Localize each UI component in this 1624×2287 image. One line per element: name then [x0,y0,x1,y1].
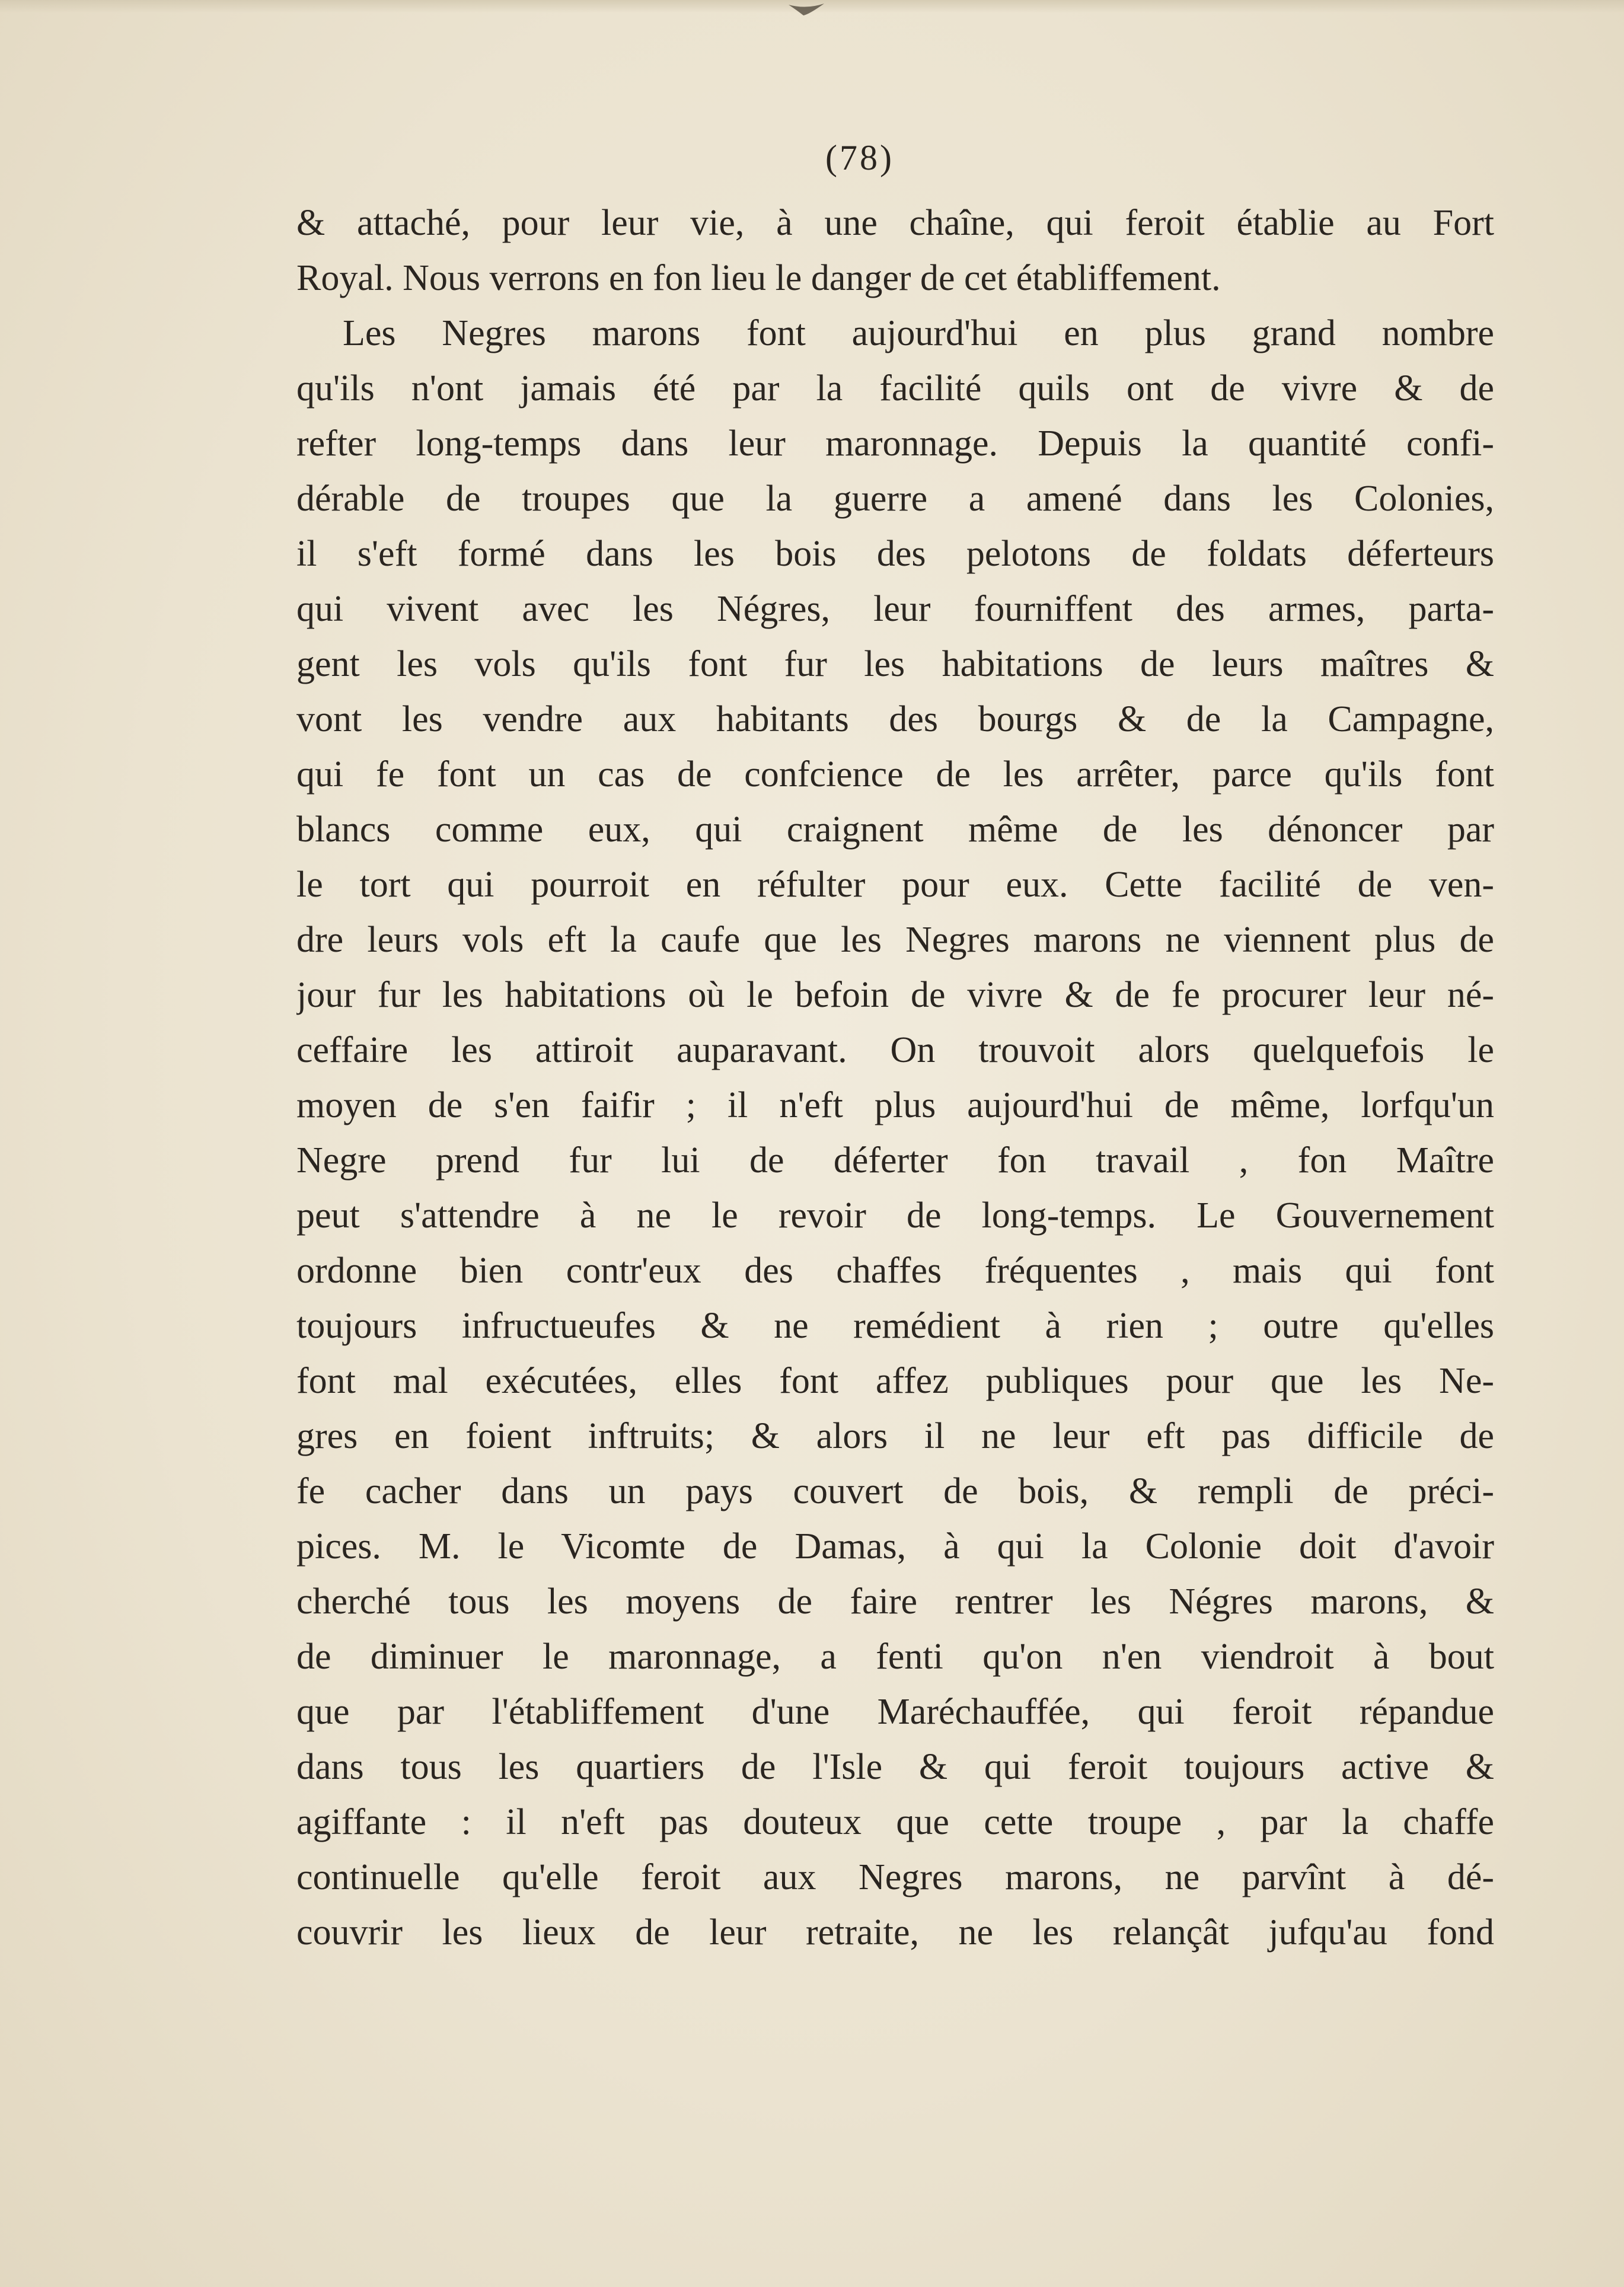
text-line: peut s'attendre à ne le revoir de long-temps. Le Gouvernement [296,1195,1494,1236]
text-line: que par l'établiffement d'une Maréchauffée, qui feroit répandue [296,1692,1494,1732]
text-line: dérable de troupes que la guerre a amené dans les Colonies, [296,479,1494,519]
text-line: dans tous les quartiers de l'Isle & qui feroit toujours active & [296,1747,1494,1787]
text-line: de diminuer le maronnage, a fenti qu'on n'en viendroit à bout [296,1637,1494,1677]
text-line: Royal. Nous verrons en fon lieu le danger de cet établiffement. [296,258,1221,298]
text-line: toujours infructueufes & ne remédient à rien ; outre qu'elles [296,1306,1494,1346]
page-number: (78) [825,138,894,177]
text-line: cherché tous les moyens de faire rentrer les Négres marons, & [296,1581,1494,1622]
text-line: moyen de s'en faifir ; il n'eft plus aujourd'hui de même, lorfqu'un [296,1085,1494,1125]
text-line: continuelle qu'elle feroit aux Negres marons, ne parvînt à dé- [296,1857,1494,1897]
text-line: dre leurs vols eft la caufe que les Negres marons ne viennent plus de [296,920,1494,960]
text-line: ceffaire les attiroit auparavant. On trouvoit alors quelquefois le [296,1030,1494,1070]
text-line: gres en foient inftruits; & alors il ne leur eft pas difficile de [296,1416,1494,1456]
binding-mark [786,1,827,17]
text-line: qu'ils n'ont jamais été par la facilité quils ont de vivre & de [296,368,1494,409]
text-line: vont les vendre aux habitants des bourgs & de la Campagne, [296,699,1494,739]
text-line: & attaché, pour leur vie, à une chaîne, qui feroit établie au Fort [296,203,1494,243]
text-line: qui fe font un cas de confcience de les arrêter, parce qu'ils font [296,754,1494,795]
text-line: qui vivent avec les Négres, leur fourniffent des armes, parta- [296,589,1494,629]
text-line: blancs comme eux, qui craignent même de les dénoncer par [296,809,1494,850]
text-line: pices. M. le Vicomte de Damas, à qui la Colonie doit d'avoir [296,1526,1494,1567]
body-text [296,196,1494,1960]
text-line: jour fur les habitations où le befoin de vivre & de fe procurer leur né- [296,975,1494,1015]
text-line: le tort qui pourroit en réfulter pour eux. Cette facilité de ven- [296,865,1494,905]
text-line: refter long-temps dans leur maronnage. Depuis la quantité confi- [296,423,1494,464]
text-line: font mal exécutées, elles font affez publiques pour que les Ne- [296,1361,1494,1401]
text-line: fe cacher dans un pays couvert de bois, & rempli de préci- [296,1471,1494,1511]
text-line: il s'eft formé dans les bois des pelotons de foldats déferteurs [296,534,1494,574]
text-line: gent les vols qu'ils font fur les habitations de leurs maîtres & [296,644,1494,684]
text-line: Negre prend fur lui de déferter fon travail , fon Maître [296,1140,1494,1181]
text-line: Les Negres marons font aujourd'hui en plus grand nombre [343,313,1494,353]
text-line: ordonne bien contr'eux des chaffes fréquentes , mais qui font [296,1251,1494,1291]
text-line: agiffante : il n'eft pas douteux que cette troupe , par la chaffe [296,1802,1494,1842]
text-line: couvrir les lieux de leur retraite, ne les relançât jufqu'au fond [296,1912,1494,1953]
